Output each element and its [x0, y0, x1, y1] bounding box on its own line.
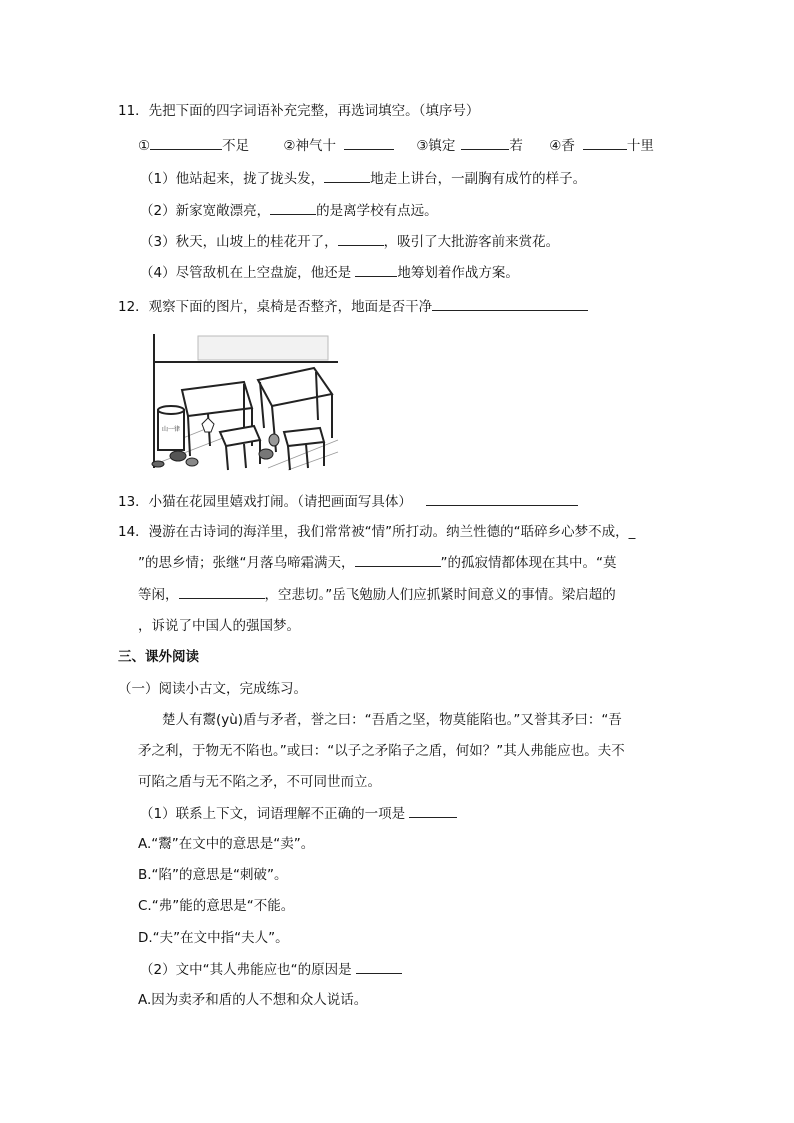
- q11-opt1-after: 不足: [222, 138, 250, 154]
- wall-sign: [198, 336, 328, 360]
- sub2-stem: （2）文中“其人弗能应也“的原因是: [140, 962, 356, 978]
- sub1-option-b[interactable]: B.“陷”的意思是“刺破”。: [138, 867, 288, 883]
- q13-answer-blank[interactable]: [426, 491, 578, 506]
- trash-can: [158, 406, 184, 450]
- q14-line-2: [138, 552, 617, 573]
- q13-stem: 13．小猫在花园里嬉戏打闹。（请把画面写具体）: [118, 494, 412, 510]
- q11-opt4-after: 十里: [626, 138, 654, 154]
- q14-blank-1[interactable]: [355, 552, 441, 567]
- q12-answer-blank[interactable]: [432, 296, 588, 311]
- q12-stem: 12．观察下面的图片，桌椅是否整齐，地面是否干净: [118, 299, 433, 315]
- q14-l3-text-a: 等闲，: [138, 587, 179, 603]
- q11-options: [138, 135, 654, 156]
- sub1-option-c[interactable]: C.“弗”能的意思是“不能。: [138, 898, 295, 914]
- passage-line-2: 矛之利，于物无不陷也。”或曰：“以子之矛陷子之盾，何如？”其人弗能应也。夫不: [138, 743, 625, 759]
- q11-s1-blank[interactable]: [324, 168, 370, 183]
- q11-sentence-3: [140, 231, 559, 252]
- q14-line-3: [138, 584, 616, 605]
- q11-opt4-blank[interactable]: [583, 135, 627, 150]
- passage-line-1: 楚人有鬻(yù)盾与矛者，誉之曰：“吾盾之坚，物莫能陷也。”又誉其矛曰：“吾: [162, 712, 622, 728]
- q11-opt4-before: ④香: [549, 138, 575, 154]
- q11-s4-text-a: （4）尽管敌机在上空盘旋，他还是: [140, 265, 356, 281]
- q11-opt2-blank[interactable]: [344, 135, 394, 150]
- sub2-line: [140, 959, 402, 980]
- q11-sentence-4: [140, 262, 519, 283]
- sub2-option-a[interactable]: A.因为卖矛和盾的人不想和众人说话。: [138, 992, 368, 1008]
- sub1-option-d[interactable]: D.“夫”在文中指“夫人”。: [138, 930, 289, 946]
- q11-s1-text-b: 地走上讲台，一副胸有成竹的样子。: [370, 171, 587, 187]
- passage-intro: （一）阅读小古文，完成练习。: [118, 681, 307, 697]
- q14-l2-text-b: ”的孤寂情都体现在其中。“莫: [440, 555, 617, 571]
- q11-s2-text-a: （2）新家宽敞漂亮，: [140, 203, 271, 219]
- q11-opt3-after: 若: [509, 138, 523, 154]
- q11-opt2-before: ②神气十: [283, 138, 337, 154]
- q11-opt3-before: ③镇定: [416, 138, 456, 154]
- q11-s4-blank[interactable]: [355, 262, 397, 277]
- section-title: 三、课外阅读: [118, 649, 199, 665]
- q11-s3-text-a: （3）秋天，山坡上的桂花开了，: [140, 234, 338, 250]
- q11-s3-text-b: ，吸引了大批游客前来赏花。: [383, 234, 560, 250]
- sub1-answer-blank[interactable]: [409, 803, 457, 818]
- sub1-line: [140, 803, 457, 824]
- classroom-figure: [148, 328, 340, 474]
- q11-s3-blank[interactable]: [338, 231, 384, 246]
- q11-stem: 11．先把下面的四字词语补充完整，再选词填空。（填序号）: [118, 103, 480, 119]
- q11-s1-text-a: （1）他站起来，拢了拢头发，: [140, 171, 325, 187]
- q11-sentence-1: [140, 168, 586, 189]
- sub2-answer-blank[interactable]: [356, 959, 402, 974]
- q13-line: [118, 491, 578, 512]
- q11-sentence-2: [140, 200, 438, 221]
- q14-l3-text-b: ，空悲切。”岳飞勉励人们应抓紧时间意义的事情。梁启超的: [264, 587, 616, 603]
- q11-opt1-blank[interactable]: [150, 135, 222, 150]
- q14-line-1: 14．漫游在古诗词的海洋里，我们常常被“情”所打动。纳兰性德的“聒碎乡心梦不成，_: [118, 524, 636, 540]
- passage-line-3: 可陷之盾与无不陷之矛，不可同世而立。: [138, 774, 381, 790]
- q14-l2-text-a: ”的思乡情；张继“月落乌啼霜满天，: [138, 555, 355, 571]
- q11-s2-blank[interactable]: [270, 200, 316, 215]
- sub1-option-a[interactable]: A.“鬻”在文中的意思是“卖”。: [138, 836, 315, 852]
- q14-line-4: ，诉说了中国人的强国梦。: [138, 618, 300, 634]
- sub1-stem: （1）联系上下文，词语理解不正确的一项是: [140, 806, 410, 822]
- q12-line: [118, 296, 588, 317]
- q11-opt3-blank[interactable]: [461, 135, 509, 150]
- q11-s4-text-b: 地筹划着作战方案。: [397, 265, 519, 281]
- q11-opt1-num: ①: [138, 138, 151, 154]
- q11-s2-text-b: 的是离学校有点远。: [316, 203, 438, 219]
- q14-blank-2[interactable]: [179, 584, 265, 599]
- trash-can-label: 山一律: [161, 426, 181, 433]
